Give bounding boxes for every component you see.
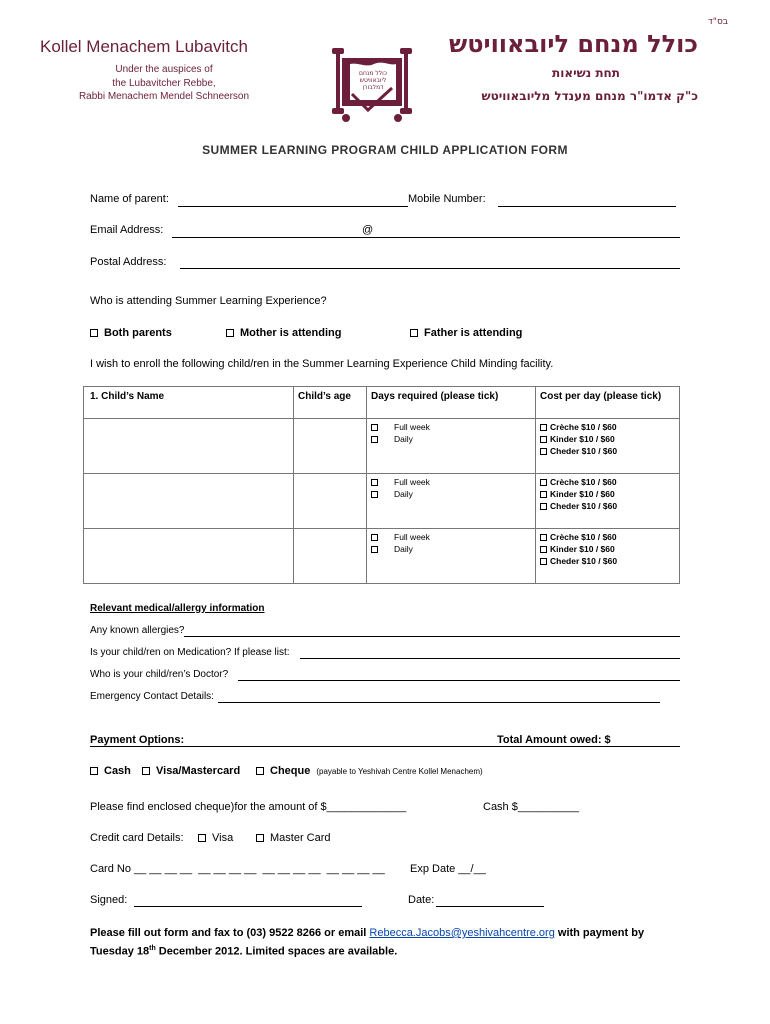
child-name-cell[interactable] — [84, 419, 294, 474]
checkbox-icon[interactable] — [371, 534, 378, 541]
day-label: Daily — [394, 434, 413, 444]
day-label: Daily — [394, 544, 413, 554]
cash-amount-text: Cash $__________ — [483, 801, 580, 813]
option-label: Visa — [212, 832, 234, 844]
checkbox-icon[interactable] — [371, 546, 378, 553]
date-label: Date: — [408, 894, 435, 906]
email-field[interactable] — [172, 237, 680, 238]
option-both-parents[interactable] — [90, 327, 172, 339]
checkbox-icon[interactable] — [540, 436, 547, 443]
cost-option-kinder[interactable] — [540, 488, 675, 500]
parent-name-field[interactable] — [178, 206, 408, 207]
attending-question: Who is attending Summer Learning Experience? — [90, 295, 327, 307]
days-cell — [367, 529, 536, 584]
cost-option-kinder[interactable] — [540, 543, 675, 555]
option-father[interactable] — [410, 327, 522, 339]
day-option-daily[interactable] — [371, 543, 531, 555]
cost-label: Crèche $10 / $60 — [550, 477, 617, 487]
cost-option-creche[interactable] — [540, 531, 675, 543]
child-age-cell[interactable] — [294, 474, 367, 529]
payment-underline — [90, 746, 680, 747]
checkbox-icon[interactable] — [540, 558, 547, 565]
cost-label: Crèche $10 / $60 — [550, 532, 617, 542]
table-row — [84, 419, 680, 474]
medication-label: Is your child/ren on Medication? If please list: — [90, 647, 290, 658]
postal-address-field[interactable] — [180, 268, 680, 269]
card-number-field[interactable]: Card No __ __ __ __ __ __ __ __ __ __ __ __ __ __ __ __ — [90, 863, 385, 875]
header-child-age: Child’s age — [294, 387, 367, 419]
signed-label: Signed: — [90, 894, 128, 906]
children-table — [83, 386, 680, 584]
checkbox-icon[interactable] — [256, 834, 264, 842]
cost-label: Cheder $10 / $60 — [550, 556, 618, 566]
organization-logo — [328, 44, 416, 124]
total-amount-label: Total Amount owed: $ — [497, 734, 611, 746]
footer-text: December 2012. Limited spaces are available. — [155, 945, 398, 958]
cost-cell — [536, 419, 680, 474]
auspices-line-2: the Lubavitcher Rebbe, — [112, 77, 216, 89]
checkbox-icon[interactable] — [540, 479, 547, 486]
medication-field[interactable] — [300, 658, 680, 659]
header-cost: Cost per day (please tick) — [536, 387, 680, 419]
days-cell — [367, 474, 536, 529]
cost-label: Kinder $10 / $60 — [550, 434, 615, 444]
checkbox-icon[interactable] — [540, 534, 547, 541]
enroll-text: I wish to enroll the following child/ren in the Summer Learning Experience Child Minding facility. — [90, 358, 554, 370]
day-label: Full week — [394, 477, 430, 487]
option-label: Both parents — [104, 327, 172, 339]
cost-option-kinder[interactable] — [540, 433, 675, 445]
checkbox-icon[interactable] — [198, 834, 206, 842]
hebrew-title: כולל מנחם ליובאוויטש — [449, 30, 698, 58]
day-option-daily[interactable] — [371, 433, 531, 445]
footer-text: Tuesday 18 — [90, 945, 150, 958]
option-label: Cheque — [270, 765, 311, 777]
cost-label: Cheder $10 / $60 — [550, 446, 618, 456]
day-label: Full week — [394, 532, 430, 542]
cost-option-creche[interactable] — [540, 476, 675, 488]
cost-cell — [536, 474, 680, 529]
cost-option-cheder[interactable] — [540, 445, 675, 457]
checkbox-icon[interactable] — [540, 503, 547, 510]
cost-option-cheder[interactable] — [540, 555, 675, 567]
option-label: Mother is attending — [240, 327, 342, 339]
table-row — [84, 474, 680, 529]
expiry-date-field[interactable]: Exp Date __/__ — [410, 863, 486, 875]
checkbox-icon[interactable] — [540, 546, 547, 553]
cost-label: Kinder $10 / $60 — [550, 489, 615, 499]
doctor-label: Who is your child/ren’s Doctor? — [90, 669, 229, 680]
medical-heading: Relevant medical/allergy information — [90, 603, 265, 614]
cost-option-cheder[interactable] — [540, 500, 675, 512]
mobile-number-field[interactable] — [498, 206, 676, 207]
option-visa[interactable] — [198, 832, 233, 844]
checkbox-icon[interactable] — [540, 424, 547, 431]
option-label: Father is attending — [424, 327, 523, 339]
day-option-full-week[interactable] — [371, 421, 531, 433]
enclosed-cheque-text: Please find enclosed cheque)for the amount of $_____________ — [90, 801, 407, 813]
checkbox-icon[interactable] — [371, 491, 378, 498]
footer-text: with payment by — [554, 927, 645, 939]
day-option-full-week[interactable] — [371, 476, 531, 488]
doctor-field[interactable] — [238, 680, 680, 681]
checkbox-icon[interactable] — [226, 329, 234, 337]
child-name-cell[interactable] — [84, 474, 294, 529]
checkbox-icon[interactable] — [371, 424, 378, 431]
org-name: Kollel Menachem Lubavitch — [40, 37, 248, 56]
parent-label: Name of parent: — [90, 193, 169, 205]
cost-cell — [536, 529, 680, 584]
hebrew-line-3: כ"ק אדמו"ר מנחם מענדל מליובאוויטש — [481, 89, 698, 103]
mobile-label: Mobile Number: — [408, 193, 486, 205]
cost-label: Crèche $10 / $60 — [550, 422, 617, 432]
payment-heading: Payment Options: — [90, 734, 185, 746]
auspices-line-1: Under the auspices of — [115, 64, 213, 75]
date-field[interactable] — [436, 906, 544, 907]
emergency-field[interactable] — [218, 702, 660, 703]
option-label: Cash — [104, 765, 131, 777]
checkbox-icon[interactable] — [371, 479, 378, 486]
days-cell — [367, 419, 536, 474]
day-label: Full week — [394, 422, 430, 432]
checkbox-icon[interactable] — [540, 491, 547, 498]
submission-instructions — [90, 925, 690, 960]
option-mother[interactable] — [226, 327, 341, 339]
checkbox-icon[interactable] — [90, 767, 98, 775]
cost-label: Cheder $10 / $60 — [550, 501, 618, 511]
header-days: Days required (please tick) — [367, 387, 536, 419]
checkbox-icon[interactable] — [410, 329, 418, 337]
checkbox-icon[interactable] — [540, 448, 547, 455]
table-row — [84, 529, 680, 584]
child-age-cell[interactable] — [294, 419, 367, 474]
cost-option-creche[interactable] — [540, 421, 675, 433]
footer-superscript: th — [149, 945, 156, 952]
hebrew-line-2: תחת נשיאות — [552, 66, 620, 80]
allergies-field[interactable] — [184, 636, 680, 637]
form-title: SUMMER LEARNING PROGRAM CHILD APPLICATION FORM — [202, 143, 568, 157]
card-details-label: Credit card Details: — [90, 832, 184, 844]
email-label: Email Address: — [90, 224, 164, 236]
option-master-card[interactable] — [256, 832, 331, 844]
signature-field[interactable] — [134, 906, 362, 907]
footer-text: Please fill out form and fax to (03) 9522 8266 or email — [90, 927, 370, 939]
header-child-name: 1. Child’s Name — [84, 387, 294, 419]
option-visa-mastercard[interactable] — [142, 765, 240, 777]
logo-text: כולל מנחם ליובאוויטש דמלבורן — [359, 70, 387, 91]
checkbox-icon[interactable] — [142, 767, 150, 775]
email-at-sign: @ — [362, 224, 374, 236]
allergies-label: Any known allergies? — [90, 625, 185, 636]
table-header-row — [84, 387, 680, 419]
option-cheque[interactable] — [256, 765, 483, 777]
contact-email-link[interactable]: Rebecca.Jacobs@yeshivahcentre.org — [369, 927, 555, 939]
option-label: Master Card — [270, 832, 331, 844]
emergency-label: Emergency Contact Details: — [90, 691, 214, 702]
child-age-cell[interactable] — [294, 529, 367, 584]
cost-label: Kinder $10 / $60 — [550, 544, 615, 554]
checkbox-icon[interactable] — [90, 329, 98, 337]
postal-label: Postal Address: — [90, 256, 167, 268]
corner-mark: בס"ד — [707, 17, 728, 27]
cheque-note: (payable to Yeshivah Centre Kollel Menachem) — [316, 767, 483, 776]
day-option-daily[interactable] — [371, 488, 531, 500]
child-name-cell[interactable] — [84, 529, 294, 584]
day-label: Daily — [394, 489, 413, 499]
option-label: Visa/Mastercard — [156, 765, 241, 777]
checkbox-icon[interactable] — [256, 767, 264, 775]
auspices-line-3: Rabbi Menachem Mendel Schneerson — [78, 91, 250, 102]
org-auspices — [40, 63, 288, 104]
day-option-full-week[interactable] — [371, 531, 531, 543]
option-cash[interactable] — [90, 765, 131, 777]
checkbox-icon[interactable] — [371, 436, 378, 443]
